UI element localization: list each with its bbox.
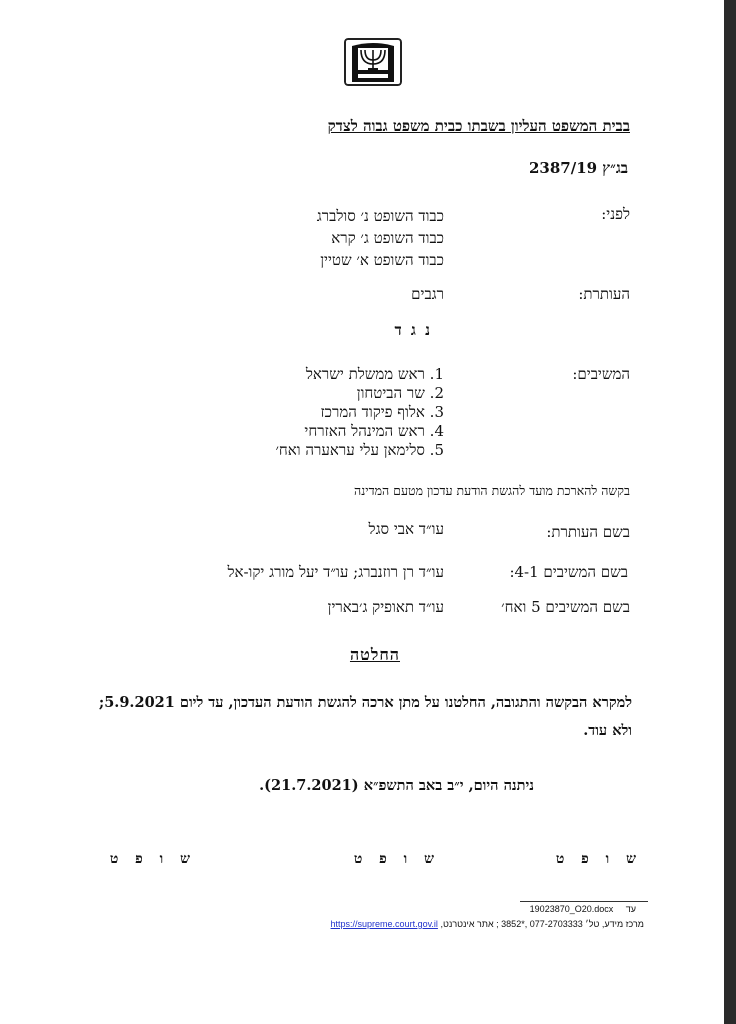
respondent-item: 2. שר הביטחון (356, 384, 444, 402)
request-title: בקשה להארכת מועד להגשת הודעת עדכון מטעם המדינה (354, 483, 630, 498)
footer-divider (520, 901, 648, 902)
doc-prefix: עד (625, 904, 636, 914)
decision-heading: החלטה (349, 645, 400, 664)
footer-contact (331, 919, 644, 929)
counsel-value: עו״ד אבי סגל (368, 520, 444, 538)
case-number: בג״ץ 2387/19 (528, 159, 628, 177)
counsel-value: עו״ד תאופיק ג׳בארין (327, 598, 444, 616)
respondent-item: 5. סלימאן עלי עראערה ואח׳ (275, 441, 444, 459)
respondents-list (275, 365, 444, 460)
panel-label: לפני: (601, 205, 630, 223)
doc-filename: 19023870_O20.docx (529, 904, 614, 914)
judge-item: כבוד השופט ג׳ קרא (331, 229, 444, 247)
signature-judge: ש ו פ ט (109, 851, 196, 867)
decision-body: למקרא הבקשה והתגובה, החלטנו על מתן ארכה להגשת הודעת העדכון, עד ליום 5.9.2021; ולא עוד. (98, 694, 632, 739)
respondents-label: המשיבים: (572, 365, 630, 383)
signature-judge: ש ו פ ט (555, 851, 642, 867)
petitioner-label: העותרת: (578, 285, 630, 303)
footer-doc-ref (530, 904, 636, 914)
respondent-item: 4. ראש המינהל האזרחי (304, 422, 444, 440)
given-date: ניתנה היום, י״ב באב התשפ״א (21.7.2021). (259, 777, 534, 794)
court-title: בבית המשפט העליון בשבתו כבית משפט גבוה לצדק (327, 117, 630, 135)
judge-item: כבוד השופט א׳ שטיין (320, 251, 444, 269)
signature-judge: ש ו פ ט (353, 851, 440, 867)
contact-text: מרכז מידע, טל׳ 077-2703333 ,*3852 ; אתר אינטרנט, (440, 919, 644, 929)
respondent-item: 1. ראש ממשלת ישראל (305, 365, 444, 383)
state-emblem-icon (344, 38, 402, 86)
counsel-value: עו״ד רן רוזנברג; עו״ד יעל מורג יקו-אל (227, 563, 444, 581)
petitioner-name: רגבים (411, 285, 444, 303)
judge-item: כבוד השופט נ׳ סולברג (316, 207, 444, 225)
window-edge (724, 0, 736, 1024)
counsel-label: בשם המשיבים 4-1: (509, 563, 628, 581)
counsel-label: בשם העותרת: (546, 523, 630, 541)
versus-text: נ ג ד (394, 321, 432, 339)
judges-list (317, 205, 444, 271)
respondent-item: 3. אלוף פיקוד המרכז (320, 403, 444, 421)
counsel-label: בשם המשיבים 5 ואח׳ (501, 598, 630, 616)
website-link[interactable]: https://supreme.court.gov.il (330, 919, 438, 929)
